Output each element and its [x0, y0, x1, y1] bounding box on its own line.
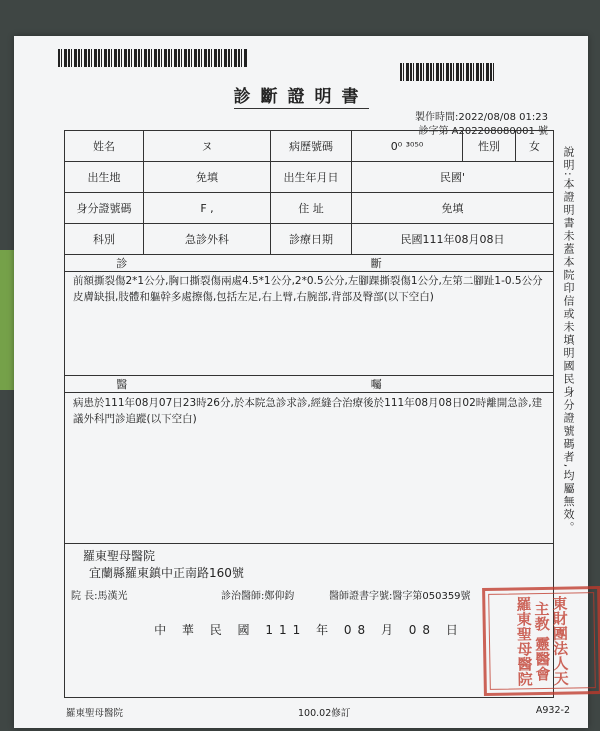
label-id: 身分證號碼: [65, 193, 144, 223]
value-chart-no: 0⁰ ³⁰⁵⁰: [352, 131, 463, 161]
issue-time: 製作時間:2022/08/08 01:23: [414, 112, 548, 123]
label-birthdate: 出生年月日: [271, 162, 352, 192]
value-dept: 急診外科: [144, 224, 271, 254]
advice-text: 病患於111年08月07日23時26分,於本院急診求診,經縫合治療後於111年08月08日02時離開急診,建議外科門診追蹤(以下空白): [73, 397, 543, 425]
license-number: 醫師證書字號:醫字第050359號: [329, 591, 471, 602]
footer-form-code: A932-2: [535, 705, 570, 716]
seal-text: 東財團法人天主教 靈醫會羅東聖母醫院: [488, 592, 596, 690]
diagnosis-text: 前額撕裂傷2*1公分,胸口撕裂傷兩處4.5*1公分,2*0.5公分,左腳踝撕裂傷1公分,左第二腳趾1-0.5公分皮膚缺損,肢體和軀幹多處擦傷,包括左足,右上臂,右腕部,背部及臀部(以下空白): [73, 275, 543, 303]
document-title: 診斷證明書: [233, 87, 369, 107]
issue-date: 中 華 民 國 111 年 08 月 08 日: [154, 623, 464, 637]
value-name: ヌ: [144, 131, 271, 161]
hospital-seal: [482, 586, 600, 696]
barcode-left: [58, 49, 248, 67]
hospital-address: 宜蘭縣羅東鎮中正南路160號: [89, 566, 244, 580]
value-id: F ,: [144, 193, 271, 223]
value-address: 免填: [441, 202, 464, 215]
value-visit-date: 民國111年08月08日: [400, 233, 505, 246]
divider: [65, 543, 553, 544]
value-birthplace: 免填: [144, 162, 271, 192]
validity-notice: 說明:本證明書未蓋本院印信或未填明國民身分證號碼者,均屬無效。: [562, 146, 575, 535]
label-visit-date: 診療日期: [271, 224, 352, 254]
label-chart-no: 病歷號碼: [271, 131, 352, 161]
row-dept: [65, 224, 553, 255]
label-sex: 性別: [463, 131, 516, 161]
label-dept: 科別: [65, 224, 144, 254]
row-birth: [65, 162, 553, 193]
footer-hospital: 羅東聖母醫院: [66, 708, 124, 719]
row-id: [65, 193, 553, 224]
footer-revision: 100.02修訂: [298, 708, 351, 719]
medical-certificate: [14, 36, 588, 728]
hospital-name: 羅東聖母醫院: [83, 549, 156, 563]
diagnosis-header: 診 斷: [65, 255, 553, 272]
value-birthdate: 民國': [439, 171, 466, 184]
value-sex: 女: [529, 140, 540, 153]
label-address: 住 址: [271, 193, 352, 223]
barcode-right: [400, 63, 496, 81]
advice-header: 醫 囑: [65, 375, 553, 393]
physician: 診治醫師:鄭仰鈞: [221, 591, 295, 602]
label-name: 姓名: [65, 131, 144, 161]
certificate-number: 診字第 A202208080001 號: [418, 126, 548, 137]
row-name: [65, 131, 553, 162]
director: 院 長:馬漢光: [71, 591, 128, 602]
label-birthplace: 出生地: [65, 162, 144, 192]
